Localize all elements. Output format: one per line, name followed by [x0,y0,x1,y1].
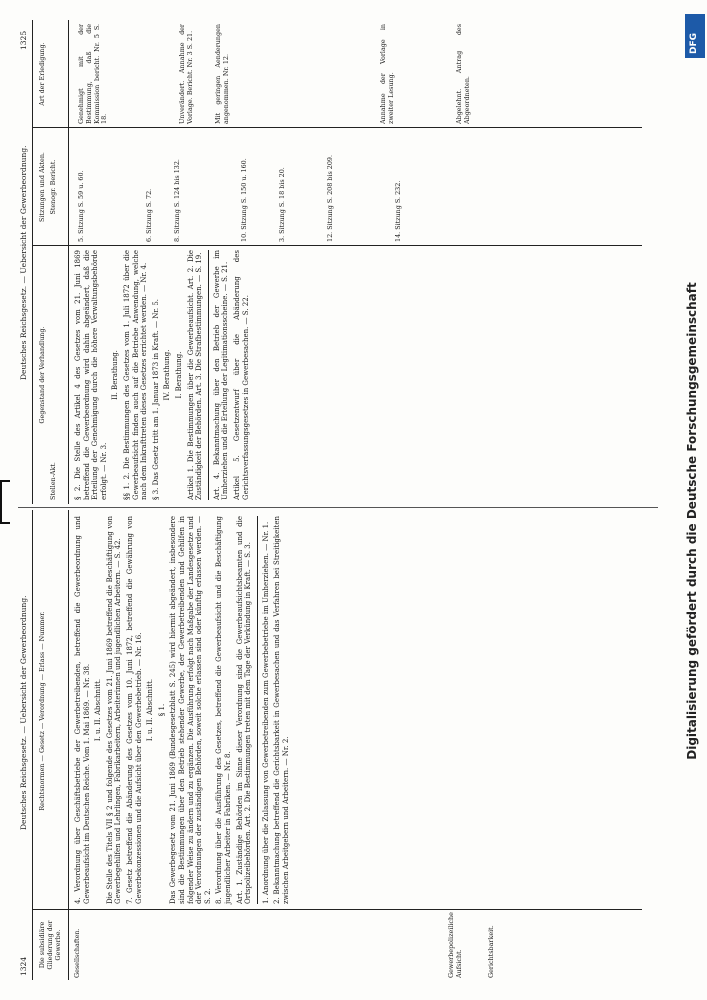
dfg-sidebar [683,6,705,998]
outcome: Genehmigt mit der Bestimmung, daß die Kommission bericht. Nr. 5 S. 18. [77,24,109,124]
colhead-rule-right [68,20,69,504]
entry: I. u. II. Abschnitt. [146,678,155,742]
session-ref: 10. Sitzung S. 150 u. 160. [240,158,249,242]
outcomes-column [74,24,654,124]
sessions-column [74,132,654,242]
sub-head: Stenogr. Bericht. [48,159,57,215]
session-ref: 6. Sitzung S. 72. [144,188,153,242]
session-ref: 3. Sitzung S. 18 bis 20. [278,167,287,242]
right-colhead-2: Sitzungen und Akten. Stenogr. Bericht. [36,132,61,242]
outcome: Annahme der Vorlage in zweiter Lesung. [379,24,396,124]
right-colhead-1: Gegenstand der Verhandlung. Stellen-Akt. [36,250,61,500]
right-col-divider-2 [32,127,642,128]
right-col-divider-1 [32,245,642,246]
left-col-divider [32,909,642,910]
section-rule [208,250,209,500]
entry: § 2. Die Stelle des Artikel 4 des Gesetzes vom 21. Juni 1869 betreffend die Gewerbeordnung wird dahin abgeändert, daß die Erteilung der Genehmigung durch die höhere Verwaltungsbehörde erfolgt. — Nr. 3. [74,250,108,500]
outcome: Unverändert. Annahme der Vorlage. Bericht. Nr. 3 S. 21. [178,24,194,124]
header-rule-right [32,20,33,504]
right-page-number: 1325 [19,30,28,50]
entry: § 3. Das Gesetz tritt am 1. Januar 1873 in Kraft. — Nr. 5. [151,298,160,500]
entry: Art. 4. Bekanntmachung über den Betrieb der Gewerbe im Umherziehen und die Erteilung der Legitimationsscheine. — S. 21. [212,250,230,500]
left-entries [74,516,654,904]
session-ref: 5. Sitzung S. 59 u. 60. [77,170,85,242]
section-aufsicht: Gewerbepolizeiliche Aufsicht. [447,912,463,978]
section-gesellschaften: Gesellschaften. [73,928,81,978]
entry: 2. Bekanntmachung betreffend die Gerichtsbarkeit in Gewerbesachen und das Verfahren bei Streitigkeiten zwischen Arbeitgebern und Arbeitern. — Nr. 2. [273,516,290,904]
entry: Die Stelle des Titels VII § 2 und folgende des Gesetzes vom 21. Juni 1869 betreffend die Beschäftigung von Gewerbegehilfen und Lehrlingen, Fabrikarbeitern, Arbeiterinnen und jugendlichen Arbeitern. — S. 42. [105,516,123,904]
left-colhead-1: Die subsidiäre Gliederung der Gewerbe. [38,920,62,970]
left-running-head: Deutsches Reichsgesetz. — Uebersicht der Gewerbeordnung. [19,595,28,830]
entry: Art. 1. Zuständige Behörden im Sinne dieser Verordnung sind die Gewerbeaufsichtsbeamten und die Ortspolizeibehörden. Art. 2. Die Bestimmungen treten mit dem Tage der Verkündung in Kraft. — S. 3. [235,516,253,904]
entry: Artikel 1. Die Bestimmungen über die Gewerbeaufsicht. Art. 2. Die Zuständigkeit der Behörden. Art. 3. Die Strafbestimmungen. — S. 19. [186,250,204,500]
entry: I. u. II. Abschnitt. [94,678,103,742]
entry: 1. Anordnung über die Zulassung von Gewerbetreibenden zum Gewerbebetriebe im Umherziehen. — Nr. 1. [261,521,270,904]
entry: Das Gewerbegesetz vom 21. Juni 1869 (Bundesgesetzblatt S. 245) wird hiermit abgeändert, insbesondere sind die Bestimmungen über den Betrieb stehender Gewerbe, der Gewerbetreibenden und Gehilfen in folgender Weise zu ändern und zu ergänzen. Die Ausführung erfolgt nach Maßgabe der Landesgesetze und der Verordnungen der zuständigen Behörden, soweit solche erlassen sind oder künftig erlassen werden. — S. 2. [169,516,212,904]
entry: 8. Verordnung über die Ausführung des Gesetzes, betreffend die Gewerbeaufsicht und die Beschäftigung jugendlicher Arbeiter in Fabriken. — Nr. 8. [215,516,232,904]
left-colhead-2: Rechtsnormen — Gesetz — Verordnung — Erlass — Nummer. [38,611,46,811]
section-rule [257,516,258,904]
entry: II. Berathung. [111,350,120,400]
session-ref: 14. Sitzung S. 232. [393,180,402,242]
entry: 7. Gesetz betreffend die Abänderung des Gesetzes vom 10. Juni 1872, betreffend die Gewährung von Gewerbekonzessionen und die Aufsicht über den Gewerbebetrieb. — Nr. 16. [125,516,143,904]
right-entries [74,250,654,500]
dfg-logo: DFG [685,14,705,58]
left-page-number: 1324 [19,956,28,976]
entry: § 1. [157,703,166,717]
entry: I. Berathung. [174,351,183,399]
binding-bracket [0,480,10,524]
section-gerichtsbarkeit: Gerichtsbarkeit. [487,925,495,978]
sub-head: Stellen-Akt. [48,462,57,500]
dfg-credit-text: Digitalisierung gefördert durch die Deutsche Forschungsgemeinschaft [685,282,699,760]
session-ref: 8. Sitzung S. 124 bis 132. [172,159,181,242]
outcome: Mit geringen Aenderungen angenommen. Nr. 12. [213,24,230,124]
page-fold [18,507,658,508]
entry: Artikel 5. Gesetzentwurf über die Abänderung des Gerichtsverfassungsgesetzes in Gewerbesachen. — S. 22. [232,250,250,500]
right-running-head: Deutsches Reichsgesetz. — Uebersicht der Gewerbeordnung. [19,145,28,380]
right-colhead-3: Art der Erledigung. [38,42,46,106]
entry: IV. Berathung. [163,349,172,401]
entry: §§ 1. 2. Die Bestimmungen des Gesetzes vom 1. Juli 1872 über die Gewerbeaufsicht finden auch auf die Betriebe Anwendung, welche nach dem Inkrafttreten dieses Gesetzes errichtet werden. — Nr. 4. [122,250,149,500]
session-ref: 12. Sitzung S. 208 bis 209. [325,154,334,242]
outcome: Abgelehnt. Antrag des Abgeordneten. [454,24,471,124]
rotated-document [18,20,658,980]
entry: 4. Verordnung über Geschäftsbetriebe der Gewerbetreibenden, betreffend die Gewerbeordnung und Gewerbeaufsicht im Deutschen Reiche. Vom 1. Mai 1869. — Nr. 38. [74,516,91,904]
